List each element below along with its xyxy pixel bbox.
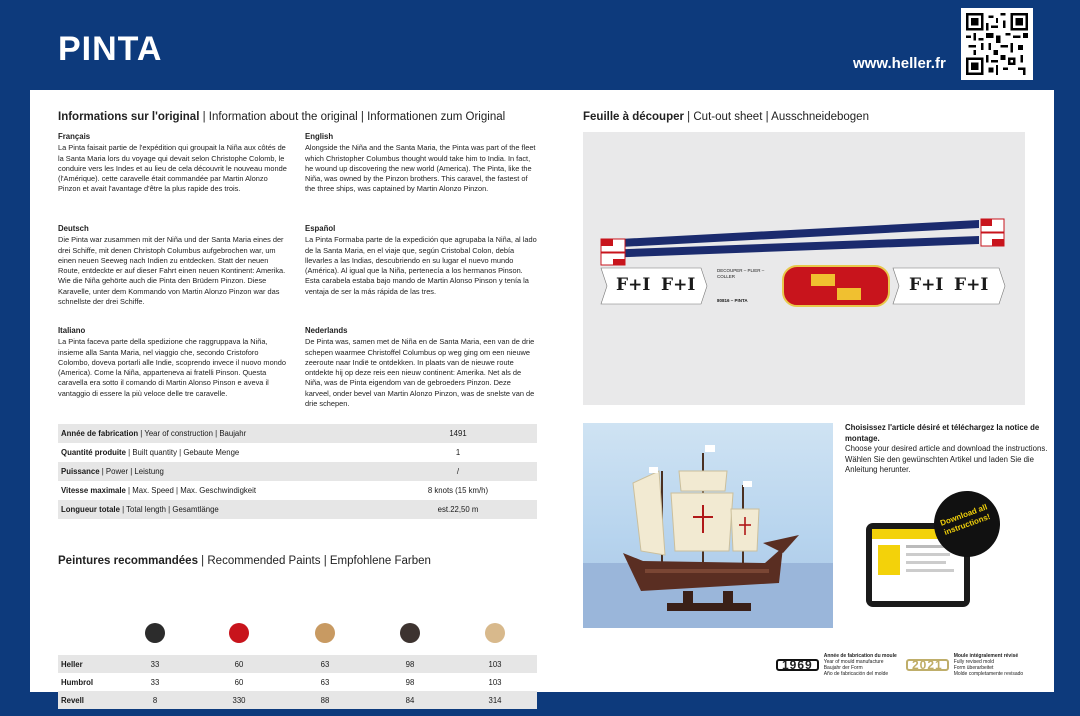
page-title: PINTA [58, 30, 163, 68]
cutout-flag-text: F+I [954, 275, 989, 295]
specs-table [58, 424, 537, 519]
paint-swatch [315, 623, 335, 643]
cutout-instructions: DECOUPER – PLIER – COLLER [717, 268, 765, 279]
model-photo [583, 423, 833, 628]
paints-table [58, 613, 537, 709]
paint-swatches [58, 613, 537, 655]
table-row: Revell 8 330 88 84 314 [58, 691, 537, 709]
qr-code[interactable] [961, 8, 1033, 80]
info-heading: Informations sur l'original | Information about the original | Informationen zum Original [58, 111, 506, 123]
paint-swatch [400, 623, 420, 643]
cutout-flag-text: F+I [661, 275, 696, 295]
cutout-ref: 80816 – PINTA [717, 298, 748, 303]
info-it: Italiano La Pinta faceva parte della spedizione che raggruppava la Niña, insieme alla Santa Maria, nel viaggio che, secondo Cristoforo Colombo, doveva portarli alle Indie, scoprendo invece il nuovo mondo (America). Come la Niña, apparteneva ai fratelli Pinson. Questa caravella era sotto il comando di Martin Alonso Pinson e aveva il vantaggio di essere la più veloce delle tre caravelle. [58, 326, 287, 398]
info-en: English Alongside the Niña and the Santa Maria, the Pinta was part of the fleet which Christopher Columbus thought would take him to India. In fact, he wound up discovering the new world (America). The Pinta, like the Niña, was owned by the Pinzon brothers. This caravel, the fastest of the three ships, was captained by Martin Alonzo Pinzon. [305, 132, 536, 194]
table-row: Quantité produite | Built quantity | Gebaute Menge 1 [61, 448, 461, 457]
content-panel [30, 90, 1054, 705]
table-row: Année de fabrication | Year of construction | Baujahr 1491 [58, 424, 537, 443]
table-row: Heller 33 60 63 98 103 [58, 655, 537, 673]
paints-heading: Peintures recommandées | Recommended Paints | Empfohlene Farben [58, 555, 431, 567]
cutout-sheet [583, 132, 1025, 405]
download-badge[interactable]: Download all instructions! [925, 482, 1010, 567]
table-row: Vitesse maximale | Max. Speed | Max. Geschwindigkeit 8 knots (15 km/h) [61, 486, 489, 495]
info-fr: Français La Pinta faisait partie de l'expédition qui groupait la Niña aux côtés de la Santa Maria lors du voyage qui devait selon Christophe Colomb, le conduire vers les Indes et au lieu de cela découvrit le nouveau monde (l'Amérique). cette caravelle était commandée par Martin Alonzo Pinzon et avait l'avantage d'être la plus rapide des trois. [58, 132, 287, 194]
table-row: Humbrol 33 60 63 98 103 [61, 677, 502, 687]
revised-year: 2021 Moule intégralement révisé Fully revised mold Form überarbeitet Molde completamente revisado [906, 653, 1023, 677]
website-link[interactable]: www.heller.fr [853, 55, 946, 72]
table-row: Puissance | Power | Leistung / [58, 462, 537, 481]
download-text: Choisissez l'article désiré et téléchargez la notice de montage. Choose your desired article and download the instructions. Wählen Sie den gewünschten Artikel und laden Sie die Anleitung herunter. [845, 423, 1048, 474]
paint-swatch [145, 623, 165, 643]
info-es: Español La Pinta Formaba parte de la expedición que agrupaba la Niña, al lado de la Santa Maria, en el viaje que, según Cristobal Colon, debía llevarles a las Indias, descubriendo en su lugar el nuevo mundo (América). Al igual que la Niña, pertenecía a los hermanos Pinson. Esta carabela estaba bajo mando de Martin Alonso Pinson y tenía la ventaja de ser la más rápida de las tres. [305, 224, 537, 296]
info-nl: Nederlands De Pinta was, samen met de Niña en de Santa Maria, een van de drie schepen waarmee Christoffel Columbus op weg ging om een nieuwe zeeroute naar Indië te ontdekken. In plaats van de nieuwe route ontdekte hij op deze reis een nieuw continent: Amerika. Net als de Niña, was de Pinta eigendom van de gebroeders Pinzon. Deze karveel, onder bevel van Martin Alonzo Pinzon, was de snelste van de drie schepen. [305, 326, 535, 409]
paint-swatch [229, 623, 249, 643]
cutout-heading: Feuille à découper | Cut-out sheet | Ausschneidebogen [583, 111, 869, 123]
cutout-flag-text: F+I [616, 275, 651, 295]
info-de: Deutsch Die Pinta war zusammen mit der Niña und der Santa Maria eines der drei Schiffe, mit denen Christoph Columbus aufgebrochen war, um einen neuen Seeweg nach Indien zu entdecken. Statt der neuen Route, entdeckte er auf dieser Fahrt einen neuen Kontinent: Amerika. Wie die Niña gehörte auch die Pinta den Brüdern Pinzon. Diese Karavelle, unter dem Kommando von Martin Alonzo Pinzon war das schnellste der drei Schiffe. [58, 224, 286, 307]
cutout-flag-text: F+I [909, 275, 944, 295]
paint-swatch [485, 623, 505, 643]
table-row: Longueur totale | Total length | Gesamtlänge est.22,50 m [58, 500, 537, 519]
mould-year: 1969 Année de fabrication du moule Year of mould manufacture Baujahr der Form Año de fabricación del molde [776, 653, 897, 677]
